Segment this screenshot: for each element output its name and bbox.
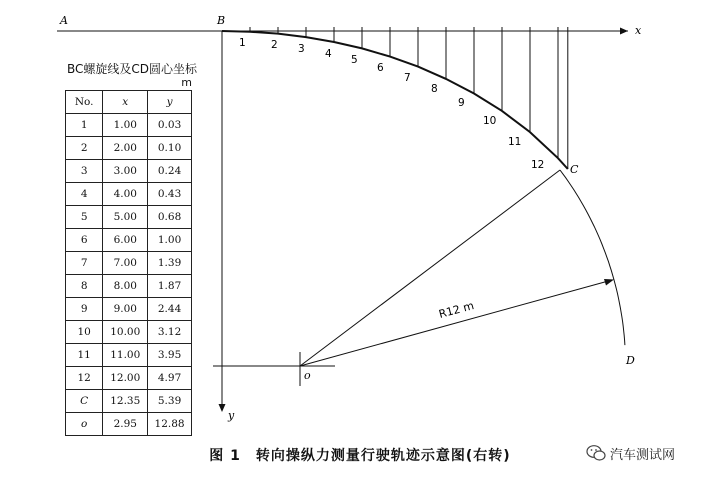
cell-no: 6 <box>66 229 103 252</box>
coordinate-table <box>65 90 192 436</box>
cell-no: 1 <box>66 114 103 137</box>
point-label-12: 12 <box>531 159 545 171</box>
cell-x: 12.00 <box>103 367 148 390</box>
point-label-2: 2 <box>271 39 278 51</box>
cell-x: 6.00 <box>103 229 148 252</box>
point-label-5: 5 <box>351 54 358 66</box>
point-label-8: 8 <box>431 83 438 95</box>
cell-x: 1.00 <box>103 114 148 137</box>
cell-no: 11 <box>66 344 103 367</box>
radius-label: R12 m <box>437 299 476 321</box>
radius-arrow <box>604 279 614 286</box>
spiral-curve-bc <box>222 31 568 169</box>
table-row <box>66 229 192 252</box>
x-axis-ticks <box>250 27 568 31</box>
cell-x: 4.00 <box>103 183 148 206</box>
table-row <box>66 344 192 367</box>
table-row <box>66 206 192 229</box>
header-x: x <box>103 91 148 114</box>
point-label-7: 7 <box>404 72 411 84</box>
cell-y: 1.87 <box>148 275 192 298</box>
table-row <box>66 183 192 206</box>
cell-x: 2.00 <box>103 137 148 160</box>
cell-y: 0.03 <box>148 114 192 137</box>
cell-x: 5.00 <box>103 206 148 229</box>
radius-line-oc <box>300 170 560 366</box>
table-body <box>66 114 192 436</box>
cell-y: 5.39 <box>148 390 192 413</box>
table-row <box>66 413 192 436</box>
cell-y: 1.00 <box>148 229 192 252</box>
cell-y: 3.12 <box>148 321 192 344</box>
cell-x: 12.35 <box>103 390 148 413</box>
cell-y: 12.88 <box>148 413 192 436</box>
header-no: No. <box>66 91 103 114</box>
cell-no: 2 <box>66 137 103 160</box>
cell-x: 8.00 <box>103 275 148 298</box>
wechat-icon <box>586 444 606 462</box>
cell-no: 3 <box>66 160 103 183</box>
radius-line-r12 <box>300 280 612 366</box>
cell-no: 12 <box>66 367 103 390</box>
cell-no: 9 <box>66 298 103 321</box>
cell-no: 7 <box>66 252 103 275</box>
table-row <box>66 114 192 137</box>
point-label-6: 6 <box>377 62 384 74</box>
label-c: C <box>570 163 579 176</box>
cell-x: 10.00 <box>103 321 148 344</box>
cell-y: 0.68 <box>148 206 192 229</box>
table-row <box>66 367 192 390</box>
cell-x: 2.95 <box>103 413 148 436</box>
table-row <box>66 137 192 160</box>
label-o: o <box>304 369 311 382</box>
table-row <box>66 298 192 321</box>
cell-y: 3.95 <box>148 344 192 367</box>
table-row <box>66 252 192 275</box>
label-a: A <box>60 14 68 27</box>
table-row <box>66 275 192 298</box>
cell-y: 2.44 <box>148 298 192 321</box>
point-label-4: 4 <box>325 48 332 60</box>
table-row <box>66 160 192 183</box>
watermark-text: 汽车测试网 <box>610 447 676 463</box>
cell-no: 10 <box>66 321 103 344</box>
point-label-1: 1 <box>239 37 246 49</box>
cell-no: 8 <box>66 275 103 298</box>
label-d: D <box>626 354 635 367</box>
cell-no: C <box>66 390 103 413</box>
y-axis-arrow <box>219 404 226 412</box>
cell-x: 11.00 <box>103 344 148 367</box>
point-label-11: 11 <box>508 136 522 148</box>
label-y-axis: y <box>228 409 235 422</box>
point-label-9: 9 <box>458 97 465 109</box>
cell-y: 1.39 <box>148 252 192 275</box>
cell-no: o <box>66 413 103 436</box>
cell-y: 0.10 <box>148 137 192 160</box>
x-axis-arrow <box>620 28 628 35</box>
table-row <box>66 390 192 413</box>
cell-y: 0.43 <box>148 183 192 206</box>
cell-x: 7.00 <box>103 252 148 275</box>
label-x-axis: x <box>635 24 642 37</box>
arc-cd <box>560 170 625 345</box>
cell-y: 4.97 <box>148 367 192 390</box>
cell-x: 3.00 <box>103 160 148 183</box>
header-y: y <box>148 91 192 114</box>
cell-no: 5 <box>66 206 103 229</box>
watermark <box>586 443 675 463</box>
table-row <box>66 321 192 344</box>
figure-caption: 图 1 转向操纵力测量行驶轨迹示意图(右转) <box>209 448 511 464</box>
table-title: BC螺旋线及CD圆心坐标 <box>66 62 198 76</box>
cell-no: 4 <box>66 183 103 206</box>
label-b: B <box>217 14 226 27</box>
cell-y: 0.24 <box>148 160 192 183</box>
point-label-3: 3 <box>298 43 305 55</box>
table-header-row <box>66 91 192 114</box>
cell-x: 9.00 <box>103 298 148 321</box>
table-unit: m <box>181 76 192 89</box>
point-label-10: 10 <box>483 115 497 127</box>
